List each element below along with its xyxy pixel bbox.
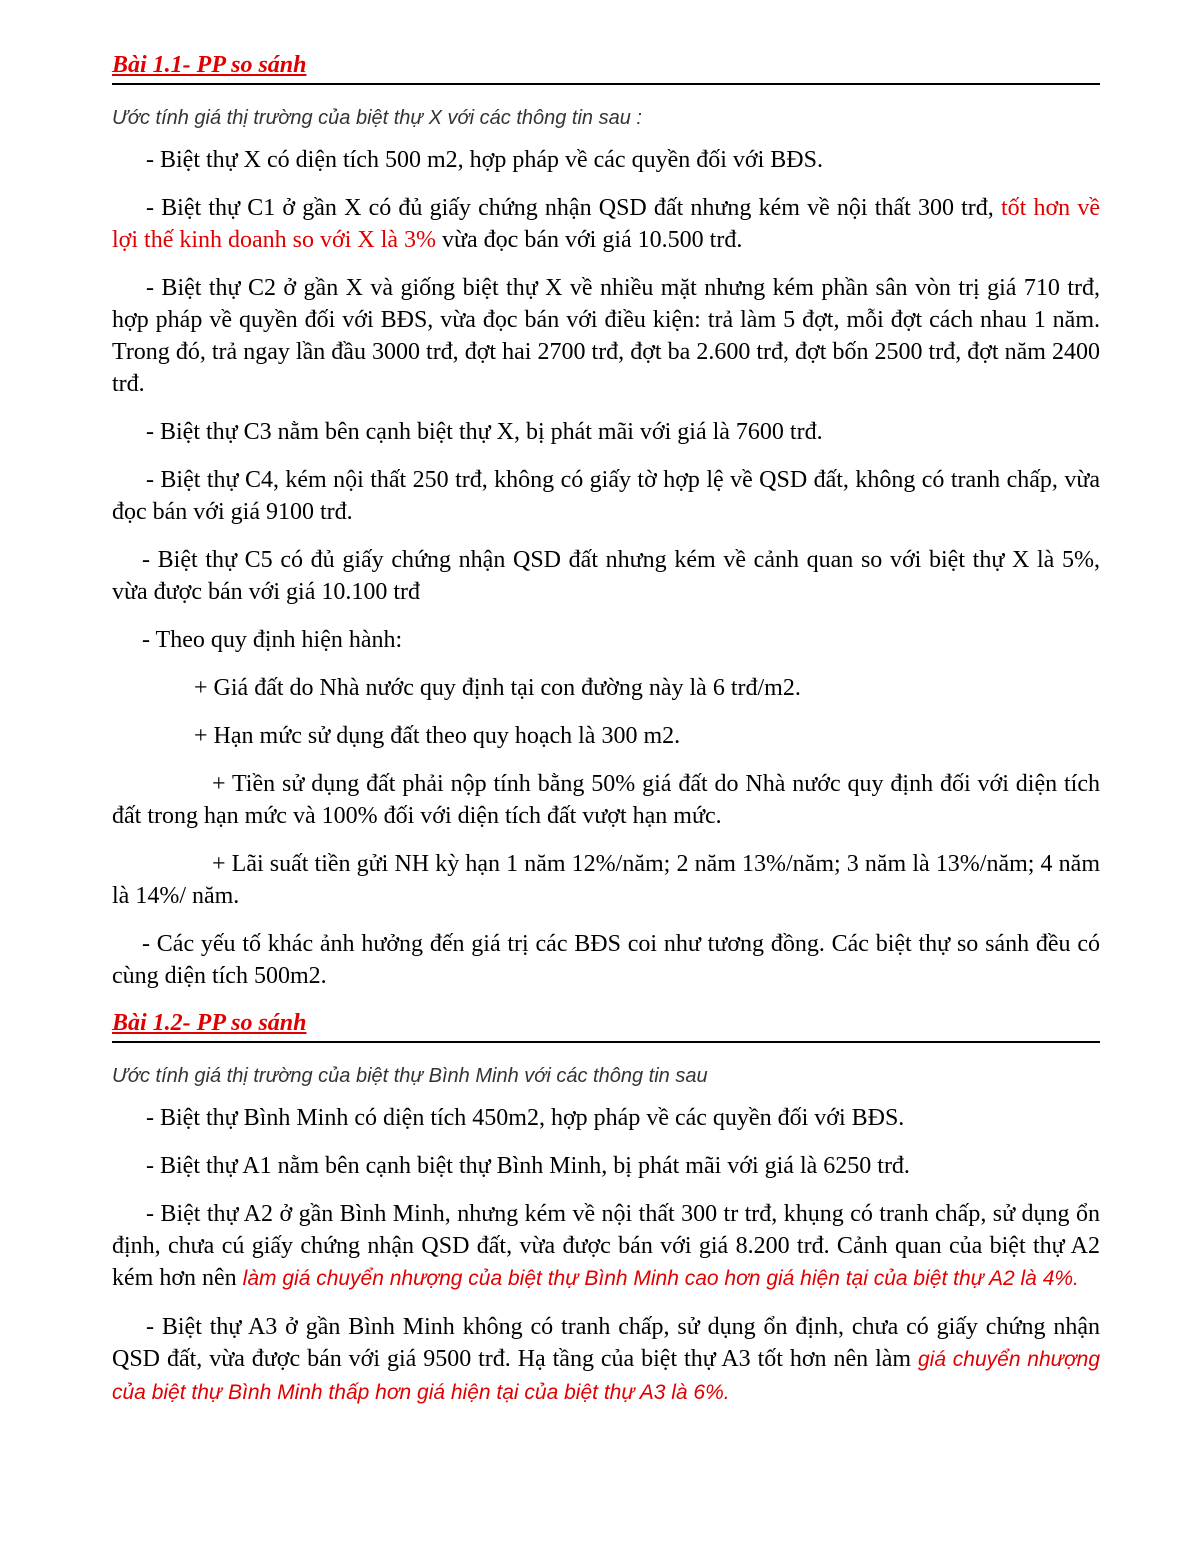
a2-text: - Biệt thự A2 ở gần Bình Minh, nhưng kém về nội thất 300 tr trđ, khụng có tranh chấp, sử dụng ổn định, chưa cú giấy chứng nhận QSD đất, vừa được bán với giá 8.200 trđ. Cảnh quan của biệt thự A2 kém hơn nên xyxy=(112,1201,1100,1291)
section-2 xyxy=(112,1010,1100,1409)
regulation-land-fee: + Tiền sử dụng đất phải nộp tính bằng 50% giá đất do Nhà nước quy định đối với diện tích đất trong hạn mức và 100% đối với diện tích đất vượt hạn mức. xyxy=(112,771,1100,829)
regulation-heading: - Theo quy định hiện hành: xyxy=(142,627,403,653)
c1-highlight: tốt hơn về lợi thế kinh doanh so với X là 3% xyxy=(112,195,1101,253)
section-1-title: Bài 1.1- PP so sánh xyxy=(112,52,1100,85)
villa-c4-info: - Biệt thự C4, kém nội thất 250 trđ, không có giấy tờ hợp lệ về QSD đất, không có tranh chấp, vừa đọc bán với giá 9100 trđ. xyxy=(112,467,1100,525)
a3-text: - Biệt thự A3 ở gần Bình Minh không có tranh chấp, sử dụng ổn định, chưa có giấy chứng nhận QSD đất, vừa được bán với giá 9500 trđ. Hạ tầng của biệt thự A3 tốt hơn nên làm xyxy=(112,1314,1100,1372)
c1-text-b: vừa đọc bán với giá 10.500 trđ. xyxy=(442,227,743,253)
villa-a3-info xyxy=(112,1311,1100,1409)
c1-text-a: - Biệt thự C1 ở gần X có đủ giấy chứng nhận QSD đất nhưng kém về nội thất 300 trđ, xyxy=(146,195,994,221)
other-factors: - Các yếu tố khác ảnh hưởng đến giá trị các BĐS coi như tương đồng. Các biệt thự so sánh đều có cùng diện tích 500m2. xyxy=(112,931,1100,989)
regulation-land-price: + Giá đất do Nhà nước quy định tại con đường này là 6 trđ/m2. xyxy=(194,675,801,701)
villa-c1-info xyxy=(112,192,1100,256)
villa-a1-info: - Biệt thự A1 nằm bên cạnh biệt thự Bình Minh, bị phát mãi với giá là 6250 trđ. xyxy=(146,1153,910,1179)
villa-x-info: - Biệt thự X có diện tích 500 m2, hợp pháp về các quyền đối với BĐS. xyxy=(146,147,823,173)
villa-c5-info: - Biệt thự C5 có đủ giấy chứng nhận QSD đất nhưng kém về cảnh quan so với biệt thự X là 5%, vừa được bán với giá 10.100 trđ xyxy=(112,547,1100,605)
section-1-intro: Ước tính giá thị trường của biệt thự X với các thông tin sau : xyxy=(112,107,642,129)
villa-c2-info: - Biệt thự C2 ở gần X và giống biệt thự X về nhiều mặt nhưng kém phần sân vòn trị giá 710 trđ, hợp pháp về quyền đối với BĐS, vừa đọc bán với điều kiện: trả làm 5 đợt, mỗi đợt cách nhau 1 năm. Trong đó, trả ngay lần đầu 3000 trđ, đợt hai 2700 trđ, đợt ba 2.600 trđ, đợt bốn 2500 trđ, đợt năm 2400 trđ. xyxy=(112,275,1100,397)
section-1 xyxy=(112,52,1100,992)
villa-c3-info: - Biệt thự C3 nằm bên cạnh biệt thự X, bị phát mãi với giá là 7600 trđ. xyxy=(146,419,823,445)
villa-a2-info xyxy=(112,1198,1100,1295)
section-2-title: Bài 1.2- PP so sánh xyxy=(112,1010,1100,1043)
section-2-intro: Ước tính giá thị trường của biệt thự Bình Minh với các thông tin sau xyxy=(112,1065,708,1087)
regulation-land-limit: + Hạn mức sử dụng đất theo quy hoạch là 300 m2. xyxy=(194,723,681,749)
a2-highlight: làm giá chuyển nhượng của biệt thự Bình Minh cao hơn giá hiện tại của biệt thự A2 là 4%. xyxy=(242,1267,1079,1290)
a3-highlight: giá chuyển nhượng của biệt thự Bình Minh thấp hơn giá hiện tại của biệt thự A3 là 6%. xyxy=(112,1348,1100,1404)
regulation-interest: + Lãi suất tiền gửi NH kỳ hạn 1 năm 12%/năm; 2 năm 13%/năm; 3 năm là 13%/năm; 4 năm là 14%/ năm. xyxy=(112,851,1100,909)
villa-binh-minh-info: - Biệt thự Bình Minh có diện tích 450m2, hợp pháp về các quyền đối với BĐS. xyxy=(146,1105,905,1131)
